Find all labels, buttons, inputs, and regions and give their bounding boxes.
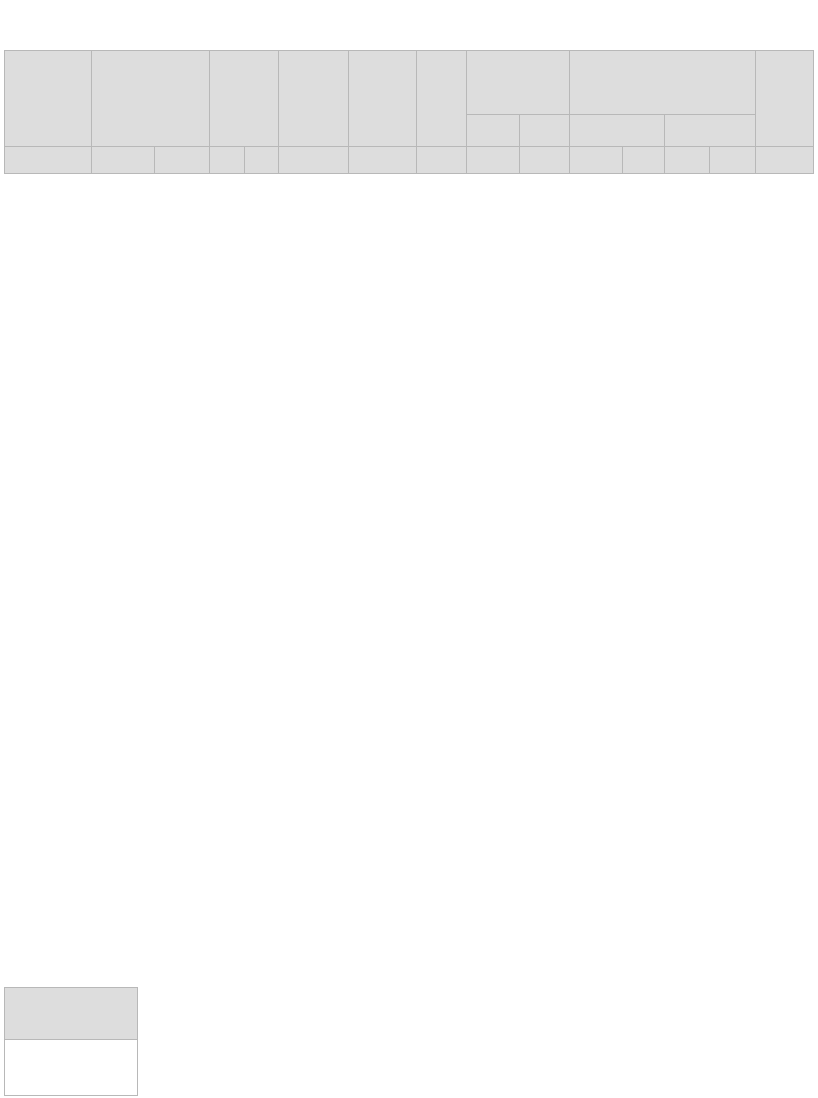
header-section xyxy=(5,51,92,147)
subheader-weight-cu xyxy=(467,115,520,147)
unit-res-al-1 xyxy=(664,147,709,174)
unit-phase-wire xyxy=(92,147,155,174)
unit-tape xyxy=(279,147,348,174)
unit-res-cu-2 xyxy=(622,147,664,174)
cable-spec-table xyxy=(4,50,814,174)
correction-coef-row xyxy=(5,1040,813,1096)
temp-label xyxy=(5,988,138,1040)
unit-section xyxy=(5,147,92,174)
header-sheath xyxy=(348,51,416,147)
subheader-weight-al xyxy=(519,115,569,147)
header-steel-tape xyxy=(279,51,348,147)
unit-voltage xyxy=(756,147,814,174)
header-voltage xyxy=(756,51,814,147)
correction-table xyxy=(4,987,813,1096)
header-wires xyxy=(92,51,210,147)
correction-temp-row xyxy=(5,988,813,1040)
header-insulation xyxy=(209,51,278,147)
header-diameter xyxy=(416,51,466,147)
coef-label xyxy=(5,1040,138,1096)
unit-weight-al xyxy=(519,147,569,174)
unit-res-al-2 xyxy=(709,147,755,174)
unit-insulation-neutral xyxy=(244,147,279,174)
unit-sheath xyxy=(348,147,416,174)
subheader-res-cu xyxy=(570,115,665,147)
header-weight xyxy=(467,51,570,115)
unit-neutral-line xyxy=(155,147,210,174)
unit-insulation-phase xyxy=(209,147,244,174)
unit-weight-cu xyxy=(467,147,520,174)
unit-res-cu-1 xyxy=(570,147,623,174)
header-resistance xyxy=(570,51,756,115)
unit-diameter xyxy=(416,147,466,174)
subheader-res-al xyxy=(664,115,755,147)
